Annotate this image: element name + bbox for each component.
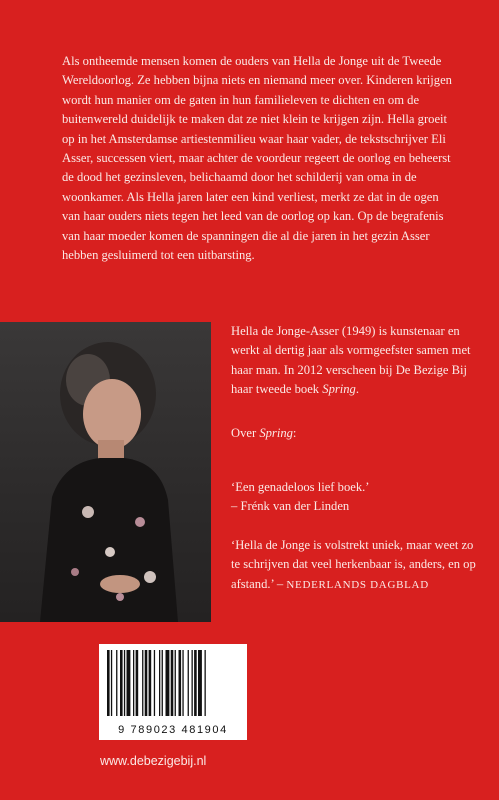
author-bio: Hella de Jonge-Asser (1949) is kunstenaar en werkt al dertig jaar als vormgeefster samen met haar man. In 2012 verscheen bij De Bezige Bij haar tweede boek Spring. bbox=[231, 324, 471, 397]
isbn-number: 9 789023 481904 bbox=[118, 724, 228, 736]
review-quote: ‘Hella de Jonge is volstrekt uniek, maar weet zo te schrijven dat veel herkenbaar is, anders, en op afstand.’ – NEDERLANDS DAGBLAD bbox=[231, 538, 476, 591]
isbn-barcode bbox=[99, 644, 247, 740]
review-quote: ‘Een genadeloos lief boek.’ – Frénk van der Linden bbox=[231, 480, 370, 514]
author-photo bbox=[0, 322, 211, 622]
back-cover-blurb: Als ontheemde mensen komen de ouders van Hella de Jonge uit de Tweede Wereldoorlog. Ze hebben bijna niets en niemand meer over. Kinderen krijgen wordt hun manier om de gaten in hun familieleven te dichten en om de buitenwereld duidelijk te maken dat ze niet klein te krijgen zijn. Hella groeit op in het Amsterdamse artiestenmilieu waar haar vader, de tekstschrijver Eli Asser, successen viert, maar achter de voordeur regeert de oorlog en beheerst de dood het gezinsleven, belichaamd door het schilderij van oma in de woonkamer. Als Hella jaren later een kind verliest, merkt ze dat in de ogen van haar ouders niets tegen het leed van de oorlog op kan. Op de begrafenis van haar moeder komen de spanningen die al die jaren in het gezin Asser hebben gesluimerd tot een uitbarsting. bbox=[62, 54, 452, 263]
publisher-url: www.debezigebij.nl bbox=[100, 754, 207, 768]
reviews-heading: Over Spring: bbox=[231, 426, 297, 440]
